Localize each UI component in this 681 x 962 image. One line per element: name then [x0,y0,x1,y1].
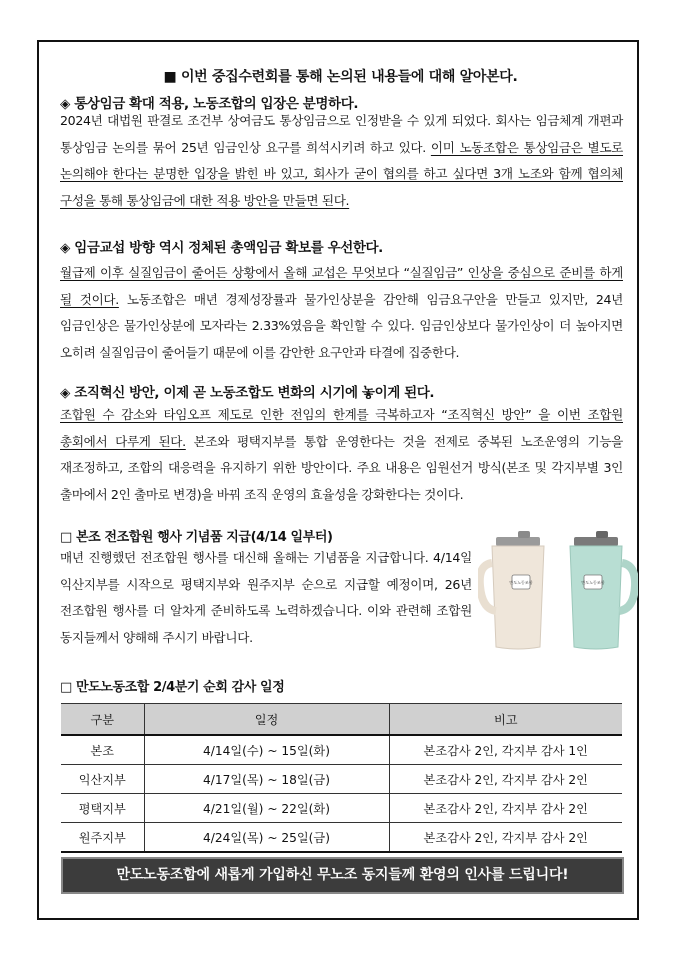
cell-division: 본조 [61,735,144,765]
col-header-note: 비고 [389,704,622,736]
table-header-row [61,704,622,736]
body-text-underlined: 월급제 이후 실질임금이 줄어든 상황에서 올해 교섭은 무엇보다 “실질임금” 인상을 중심으로 준비를 하게 될 것이다. [60,265,623,307]
section-body-ordinary-wage [60,108,623,214]
body-text: 노동조합은 매년 경제성장률과 물가인상분을 감안해 임금요구안을 만들고 있지만, 24년 임금인상은 물가인상분에 모자라는 2.33%였음을 확인할 수 있다. 임금인상보다 물가인상이 더 높아지면 오히려 실질임금이 줄어들기 때문에 이를 감안한 요구안과 타결에 집중한다. [60,291,623,360]
col-header-schedule: 일정 [144,704,389,736]
cell-schedule: 4/21일(월) ~ 22일(화) [144,794,389,823]
mint-tumbler [570,531,635,649]
audit-heading: □ 만도노동조합 2/4분기 순회 감사 일정 [60,680,285,695]
table-row [61,735,622,765]
col-header-division: 구분 [61,704,144,736]
cell-note: 본조감사 2인, 각지부 감사 2인 [389,794,622,823]
cell-note: 본조감사 2인, 각지부 감사 2인 [389,823,622,853]
welcome-banner: 만도노동조합에 새롭게 가입하신 무노조 동지들께 환영의 인사를 드립니다! [61,857,624,894]
section-heading-ordinary-wage: ◈ 통상임금 확대 적용, 노동조합의 입장은 분명하다. [60,96,359,112]
cell-note: 본조감사 2인, 각지부 감사 2인 [389,765,622,794]
cream-tumbler [480,531,544,649]
body-text: 본조와 평택지부를 통합 운영한다는 것을 전제로 중복된 노조운영의 기능을 재조정하고, 조합의 대응력을 유지하기 위한 방안이다. 주요 내용은 임원선거 방식(본조 및 각지부별 3인 출마에서 2인 출마로 변경)을 바꿔 조직 운영의 효율성을 강화한다는 것이다. [60,433,623,502]
section-body-wage-bargaining [60,260,623,366]
tumbler-gift-image [478,531,638,651]
table-row [61,765,622,794]
audit-schedule-table [61,703,622,853]
cell-schedule: 4/17일(목) ~ 18일(금) [144,765,389,794]
section-heading-wage-bargaining: ◈ 임금교섭 방향 역시 정체된 총액임금 확보를 우선한다. [60,240,383,256]
cell-note: 본조감사 2인, 각지부 감사 1인 [389,735,622,765]
cell-schedule: 4/24일(목) ~ 25일(금) [144,823,389,853]
svg-text:만도노동조합: 만도노동조합 [581,580,605,585]
gift-heading: □ 본조 전조합원 행사 기념품 지급(4/14 일부터) [60,530,333,545]
page-title: ■ 이번 중집수련회를 통해 논의된 내용들에 대해 알아본다. [163,69,518,85]
body-text-underlined: 조합원 수 감소와 타임오프 제도로 인한 전임의 한계를 극복하고자 “조직혁신 방안” 을 이번 조합원 총회에서 다루게 된다. [60,407,623,449]
section-heading-org-innovation: ◈ 조직혁신 방안, 이제 곧 노동조합도 변화의 시기에 놓이게 된다. [60,385,435,401]
section-body-org-innovation [60,402,623,508]
cell-schedule: 4/14일(수) ~ 15일(화) [144,735,389,765]
cell-division: 원주지부 [61,823,144,853]
tumbler-illustration [478,531,638,651]
body-text: 2024년 대법원 판결로 조건부 상여금도 통상임금으로 인정받을 수 있게 되었다. 회사는 임금체계 개편과 통상임금 논의를 묶어 25년 임금인상 요구를 희석시키려 하고 있다. [60,113,623,155]
svg-text:만도노동조합: 만도노동조합 [509,580,533,585]
table-row [61,823,622,853]
cell-division: 익산지부 [61,765,144,794]
table-row [61,794,622,823]
cell-division: 평택지부 [61,794,144,823]
body-text-underlined: 이미 노동조합은 통상임금은 별도로 논의해야 한다는 분명한 입장을 밝힌 바 있고, 회사가 굳이 협의를 하고 싶다면 3개 노조와 함께 협의체 구성을 통해 통상임금에 대한 적용 방안을 만들면 된다. [60,139,624,208]
gift-body: 매년 진행했던 전조합원 행사를 대신해 올해는 기념품을 지급합니다. 4/14일 익산지부를 시작으로 평택지부와 원주지부 순으로 지급할 예정이며, 26년 전조합원 행사를 더 알차게 준비하도록 노력하겠습니다. 이와 관련해 조합원 동지들께서 양해해 주시기 바랍니다. [60,550,472,645]
